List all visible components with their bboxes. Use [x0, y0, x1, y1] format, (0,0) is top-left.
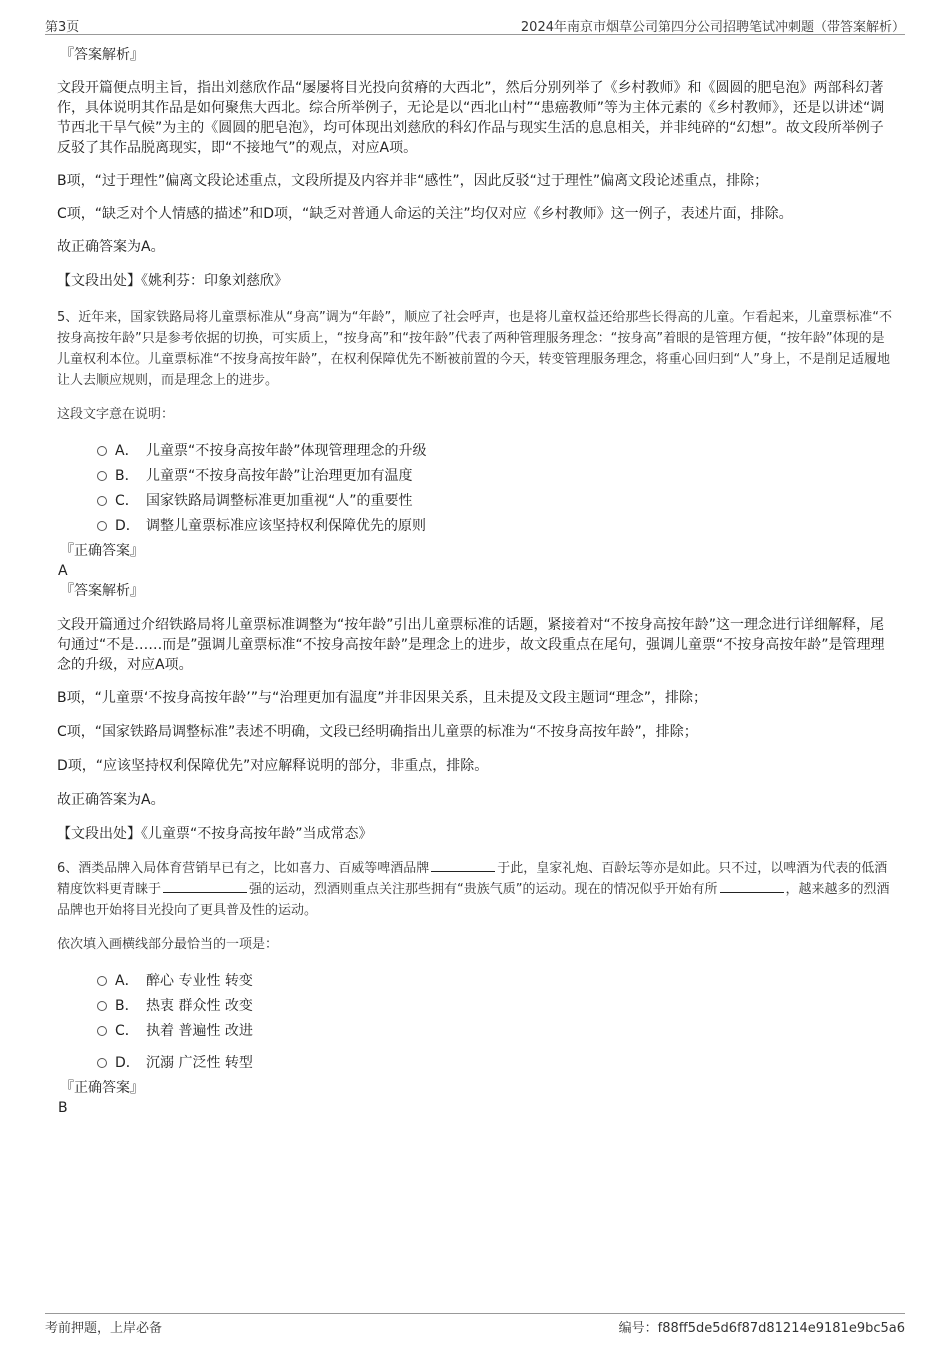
option-b[interactable]	[57, 466, 895, 491]
passage-source: 【文段出处】《姚利芬：印象刘慈欣》	[57, 273, 288, 289]
analysis-paragraph: D项，“应该坚持权利保障优先”对应解释说明的部分，非重点，排除。	[57, 758, 489, 774]
analysis-paragraph: C项，“国家铁路局调整标准”表述不明确，文段已经明确指出儿童票的标准为“不按身高按年龄”，排除；	[57, 724, 698, 740]
radio-button-icon[interactable]	[97, 976, 107, 986]
analysis-label: 『答案解析』	[60, 583, 144, 599]
correct-answer-value: A	[58, 563, 68, 579]
radio-button-icon[interactable]	[97, 471, 107, 481]
analysis-paragraph: 文段开篇便点明主旨，指出刘慈欣作品“屡屡将目光投向贫瘠的大西北”，然后分别列举了《乡村教师》和《圆圆的肥皂泡》两部科幻著作，具体说明其作品是如何聚焦大西北。综合所举例子，无论是以“西北山村”“患癌教师”等为主体元素的《乡村教师》，还是以讲述“调节西北干旱气候”为主的《圆圆的肥皂泡》，均可体现出刘慈欣的科幻作品与现实生活的息息相关，并非纯碎的“幻想”。故文段所举例子反驳了其作品脱离现实，即“不接地气”的观点，对应A项。	[57, 80, 885, 156]
page-number: 第3页	[45, 20, 80, 35]
analysis-paragraph: 故正确答案为A。	[57, 792, 165, 808]
option-d[interactable]	[57, 516, 895, 541]
option-text: 国家铁路局调整标准更加重视“人”的重要性	[146, 493, 413, 509]
option-letter: D．	[115, 1055, 140, 1071]
option-letter: A．	[115, 973, 139, 989]
question-text-part: 于此，皇家礼炮、百龄坛等亦是如此。只不过，以啤酒为代表的低酒精度饮料更青睐于	[57, 861, 888, 897]
option-letter: B．	[115, 468, 139, 484]
question-5	[57, 307, 895, 844]
option-c[interactable]	[57, 491, 895, 516]
fill-blank	[163, 880, 247, 893]
option-letter: C．	[115, 1023, 139, 1039]
option-list	[57, 971, 895, 1078]
question-text: 5、近年来，国家铁路局将儿童票标准从“身高”调为“年龄”，顺应了社会呼声，也是将儿童权益还给那些长得高的儿童。乍看起来，儿童票标准“不按身高按年龄”只是参考依据的切换，可实质上，“按身高”和“按年龄”代表了两种管理服务理念：“按身高”着眼的是管理方便，“按年龄”体现的是儿童权利本位。儿童票标准“不按身高按年龄”，在权利保障优先不断被前置的今天，转变管理服务理念，将重心回归到“人”身上，不是削足适履地让人去顺应规则，而是理念上的进步。	[57, 310, 892, 388]
option-text: 热衷 群众性 改变	[146, 998, 253, 1014]
question-text-part: 6、酒类品牌入局体育营销早已有之，比如喜力、百威等啤酒品牌	[57, 861, 430, 876]
option-c[interactable]	[57, 1021, 895, 1053]
radio-button-icon[interactable]	[97, 1001, 107, 1011]
option-a[interactable]	[57, 441, 895, 466]
fill-blank	[431, 859, 495, 872]
option-text: 调整儿童票标准应该坚持权利保障优先的原则	[146, 518, 426, 534]
analysis-paragraph: 故正确答案为A。	[57, 239, 165, 255]
correct-answer-value: B	[58, 1100, 68, 1116]
document-title: 2024年南京市烟草公司第四分公司招聘笔试冲刺题（带答案解析）	[520, 20, 905, 35]
page-content	[57, 44, 895, 1118]
option-letter: C．	[115, 493, 139, 509]
document-serial: 编号：f88ff5de5d6f87d81214e9181e9bc5a6	[618, 1321, 905, 1336]
page-footer	[45, 1313, 905, 1334]
analysis-paragraph: B项，“儿童票‘不按身高按年龄’”与“治理更加有温度”并非因果关系，且未提及文段主题词“理念”，排除；	[57, 690, 708, 706]
radio-button-icon[interactable]	[97, 521, 107, 531]
passage-source: 【文段出处】《儿童票“不按身高按年龄”当成常态》	[57, 826, 373, 842]
question-6	[57, 858, 895, 1118]
page-header	[45, 14, 905, 35]
option-text: 儿童票“不按身高按年龄”体现管理理念的升级	[146, 443, 427, 459]
question-text-part: ，越来越多的烈酒品牌也开始将目光投向了更具普及性的运动。	[57, 882, 890, 918]
option-text: 醉心 专业性 转变	[146, 973, 253, 989]
analysis-paragraph: B项，“过于理性”偏离文段论述重点，文段所提及内容并非“感性”，因此反驳“过于理性”偏离文段论述重点，排除；	[57, 173, 769, 189]
radio-button-icon[interactable]	[97, 446, 107, 456]
question-text	[57, 858, 895, 921]
analysis-paragraph: C项，“缺乏对个人情感的描述”和D项，“缺乏对普通人命运的关注”均仅对应《乡村教师》这一例子，表述片面，排除。	[57, 206, 793, 222]
fill-blank	[720, 880, 784, 893]
option-a[interactable]	[57, 971, 895, 996]
radio-button-icon[interactable]	[97, 1026, 107, 1036]
correct-answer-label: 『正确答案』	[60, 1080, 144, 1096]
option-text: 执着 普遍性 改进	[146, 1023, 253, 1039]
question-text-part: 强的运动，烈酒则重点关注那些拥有“贵族气质”的运动。现在的情况似乎开始有所	[249, 882, 718, 897]
question-prompt: 这段文字意在说明：	[57, 407, 175, 422]
question-prompt: 依次填入画横线部分最恰当的一项是：	[57, 937, 279, 952]
analysis-paragraph: 文段开篇通过介绍铁路局将儿童票标准调整为“按年龄”引出儿童票标准的话题，紧接着对“不按身高按年龄”这一理念进行详细解释，尾句通过“不是……而是”强调儿童票标准“不按身高按年龄”是理念上的进步，故文段重点在尾句，强调儿童票“不按身高按年龄”是管理理念的升级，对应A项。	[57, 617, 885, 673]
option-list	[57, 441, 895, 541]
option-b[interactable]	[57, 996, 895, 1021]
option-text: 儿童票“不按身高按年龄”让治理更加有温度	[146, 468, 413, 484]
prev-answer-analysis-section	[57, 44, 895, 291]
option-letter: B．	[115, 998, 139, 1014]
option-text: 沉溺 广泛性 转型	[146, 1055, 253, 1071]
radio-button-icon[interactable]	[97, 496, 107, 506]
option-letter: D．	[115, 518, 140, 534]
analysis-label: 『答案解析』	[60, 47, 144, 63]
radio-button-icon[interactable]	[97, 1058, 107, 1068]
option-d[interactable]	[57, 1053, 895, 1078]
option-letter: A．	[115, 443, 139, 459]
correct-answer-label: 『正确答案』	[60, 543, 144, 559]
footer-slogan: 考前押题，上岸必备	[45, 1321, 163, 1336]
